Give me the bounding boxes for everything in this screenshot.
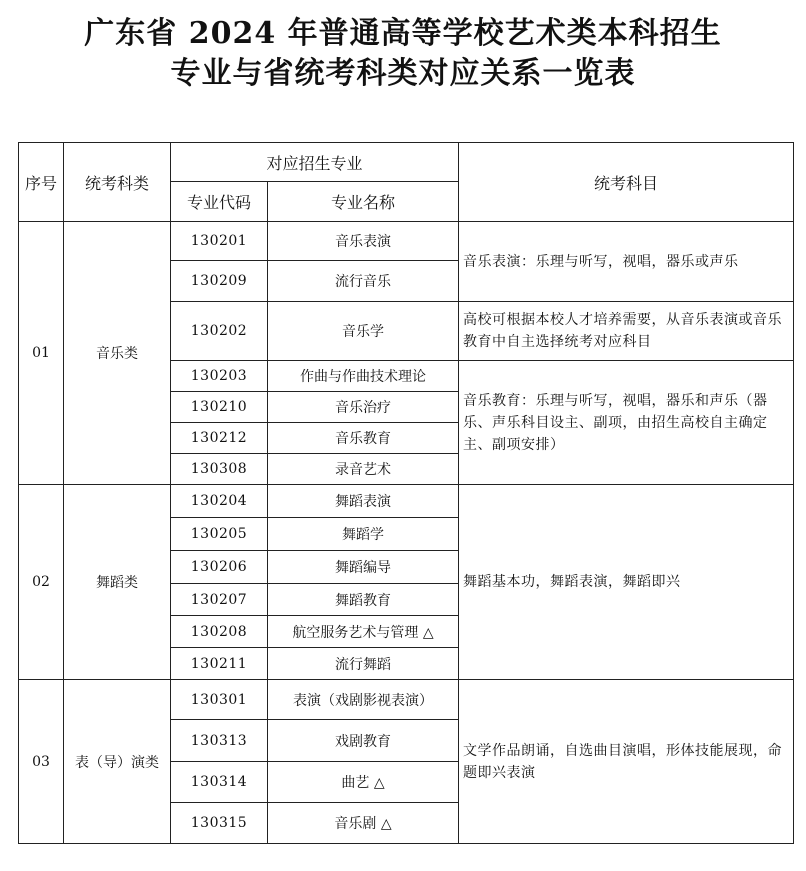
table-row (19, 680, 794, 720)
major-name-cell: 舞蹈表演 (268, 485, 459, 518)
major-name-cell: 音乐教育 (268, 423, 459, 454)
seq-cell: 03 (19, 680, 64, 844)
header-major-code: 专业代码 (171, 182, 268, 222)
exam-subjects-cell: 音乐教育：乐理与听写，视唱，器乐和声乐（器乐、声乐科目设主、副项，由招生高校自主确定主、副项安排） (459, 361, 794, 485)
exam-subjects-cell: 舞蹈基本功，舞蹈表演，舞蹈即兴 (459, 485, 794, 680)
page-title-line-2: 专业与省统考科类对应关系一览表 (170, 56, 636, 91)
seq-cell: 01 (19, 222, 64, 485)
major-code-cell: 130209 (171, 261, 268, 302)
major-code-cell: 130301 (171, 680, 268, 720)
major-name-cell: 流行音乐 (268, 261, 459, 302)
major-code-cell: 130204 (171, 485, 268, 518)
header-seq: 序号 (19, 143, 64, 222)
major-name-cell: 舞蹈编导 (268, 551, 459, 584)
major-code-cell: 130205 (171, 518, 268, 551)
category-cell: 舞蹈类 (64, 485, 171, 680)
exam-subjects-cell: 文学作品朗诵，自选曲目演唱，形体技能展现，命题即兴表演 (459, 680, 794, 844)
major-name-cell: 音乐学 (268, 302, 459, 361)
exam-subjects-cell: 高校可根据本校人才培养需要，从音乐表演或音乐教育中自主选择统考对应科目 (459, 302, 794, 361)
correspondence-table (18, 142, 794, 844)
category-cell: 表（导）演类 (64, 680, 171, 844)
category-cell: 音乐类 (64, 222, 171, 485)
major-name-cell: 作曲与作曲技术理论 (268, 361, 459, 392)
major-name-cell: 音乐治疗 (268, 392, 459, 423)
header-exam-subjects: 统考科目 (459, 143, 794, 222)
major-code-cell: 130308 (171, 454, 268, 485)
major-name-cell: 舞蹈教育 (268, 584, 459, 616)
major-code-cell: 130206 (171, 551, 268, 584)
major-name-cell: 录音艺术 (268, 454, 459, 485)
major-name-cell: 音乐表演 (268, 222, 459, 261)
major-code-cell: 130207 (171, 584, 268, 616)
page-title-line-1: 广东省 2024 年普通高等学校艺术类本科招生 (84, 16, 722, 51)
major-code-cell: 130208 (171, 616, 268, 648)
table-row (19, 222, 794, 261)
major-name-cell: 航空服务艺术与管理 △ (268, 616, 459, 648)
major-code-cell: 130212 (171, 423, 268, 454)
major-name-cell: 舞蹈学 (268, 518, 459, 551)
major-name-cell: 音乐剧 △ (268, 803, 459, 844)
major-code-cell: 130203 (171, 361, 268, 392)
major-name-cell: 流行舞蹈 (268, 648, 459, 680)
header-category: 统考科类 (64, 143, 171, 222)
major-code-cell: 130315 (171, 803, 268, 844)
exam-subjects-cell: 音乐表演：乐理与听写，视唱，器乐或声乐 (459, 222, 794, 302)
major-name-cell: 表演（戏剧影视表演） (268, 680, 459, 720)
major-code-cell: 130210 (171, 392, 268, 423)
major-code-cell: 130314 (171, 762, 268, 803)
major-code-cell: 130202 (171, 302, 268, 361)
major-code-cell: 130201 (171, 222, 268, 261)
header-major-name: 专业名称 (268, 182, 459, 222)
major-code-cell: 130211 (171, 648, 268, 680)
major-code-cell: 130313 (171, 720, 268, 762)
major-name-cell: 曲艺 △ (268, 762, 459, 803)
seq-cell: 02 (19, 485, 64, 680)
major-name-cell: 戏剧教育 (268, 720, 459, 762)
table-row (19, 485, 794, 518)
header-majors-group: 对应招生专业 (171, 143, 459, 182)
